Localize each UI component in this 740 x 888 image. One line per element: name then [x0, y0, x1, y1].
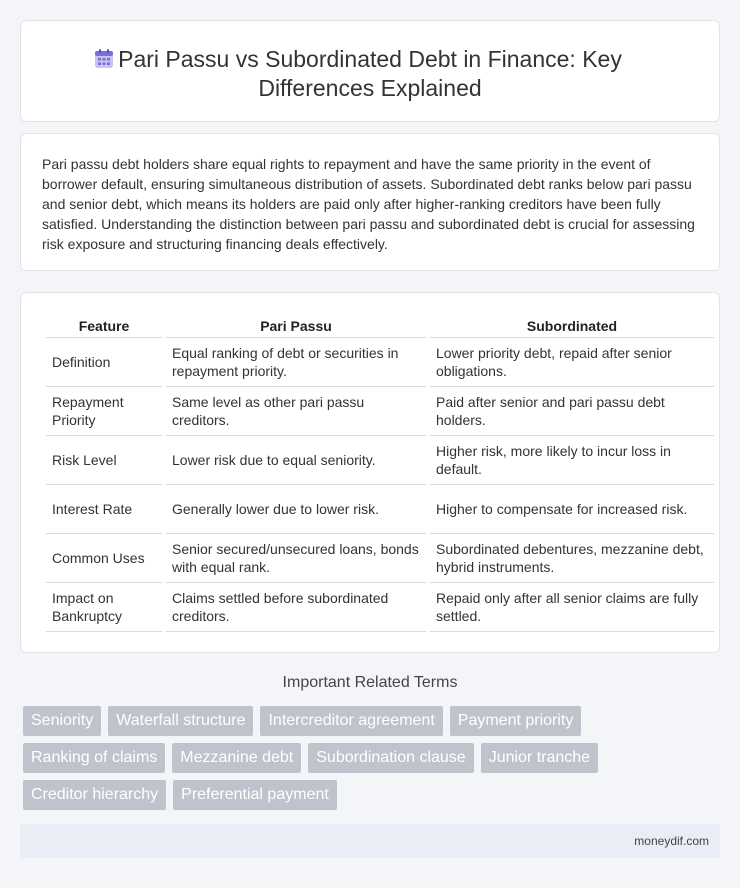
header-subordinated: Subordinated: [430, 315, 714, 338]
comparison-table: [42, 315, 718, 632]
table-header-row: [46, 315, 714, 338]
related-tag[interactable]: Ranking of claims: [23, 743, 165, 773]
row-pari-passu: Equal ranking of debt or securities in repayment priority.: [166, 338, 426, 387]
row-pari-passu: Claims settled before subordinated creditors.: [166, 583, 426, 632]
row-feature: Impact on Bankruptcy: [46, 583, 162, 632]
related-tag[interactable]: Creditor hierarchy: [23, 780, 166, 810]
row-feature: Common Uses: [46, 534, 162, 583]
related-tag[interactable]: Subordination clause: [308, 743, 473, 773]
comparison-table-card: [20, 292, 720, 653]
intro-card: [20, 133, 720, 271]
footer-site-link[interactable]: moneydif.com: [634, 834, 709, 848]
related-terms-title: Important Related Terms: [282, 674, 458, 691]
row-subordinated: Repaid only after all senior claims are fully settled.: [430, 583, 714, 632]
row-pari-passu: Senior secured/unsecured loans, bonds with equal rank.: [166, 534, 426, 583]
related-terms-list: [23, 706, 613, 810]
row-subordinated: Higher risk, more likely to incur loss in default.: [430, 436, 714, 485]
related-tag[interactable]: Mezzanine debt: [172, 743, 301, 773]
row-pari-passu: Lower risk due to equal seniority.: [166, 436, 426, 485]
footer: [20, 824, 720, 858]
row-feature: Risk Level: [46, 436, 162, 485]
related-tag[interactable]: Seniority: [23, 706, 101, 736]
table-row: [46, 534, 714, 583]
table-row: [46, 485, 714, 534]
row-pari-passu: Same level as other pari passu creditors.: [166, 387, 426, 436]
row-feature: Interest Rate: [46, 485, 162, 534]
related-tag[interactable]: Preferential payment: [173, 780, 337, 810]
row-subordinated: Lower priority debt, repaid after senior obligations.: [430, 338, 714, 387]
row-subordinated: Higher to compensate for increased risk.: [430, 485, 714, 534]
row-subordinated: Subordinated debentures, mezzanine debt, hybrid instruments.: [430, 534, 714, 583]
intro-paragraph: Pari passu debt holders share equal rights to repayment and have the same priority in the event of borrower default, ensuring simultaneous distribution of assets. Subordinated debt ranks below pari passu and senior debt, which means its holders are paid only after higher-ranking creditors have been fully satisfied. Understanding the distinction between pari passu and subordinated debt is crucial for assessing risk exposure and structuring financing deals effectively.: [42, 156, 695, 252]
related-tag[interactable]: Waterfall structure: [108, 706, 253, 736]
title-card: [20, 20, 720, 122]
header-pari-passu: Pari Passu: [166, 315, 426, 338]
table-row: [46, 387, 714, 436]
row-subordinated: Paid after senior and pari passu debt holders.: [430, 387, 714, 436]
header-feature: Feature: [46, 315, 162, 338]
table-row: [46, 436, 714, 485]
related-tag[interactable]: Junior tranche: [481, 743, 598, 773]
table-row: [46, 583, 714, 632]
table-row: [46, 338, 714, 387]
page-title: Pari Passu vs Subordinated Debt in Finance: Key Differences Explained: [118, 46, 622, 101]
related-tag[interactable]: Intercreditor agreement: [260, 706, 442, 736]
row-feature: Repayment Priority: [46, 387, 162, 436]
related-tag[interactable]: Payment priority: [450, 706, 582, 736]
row-feature: Definition: [46, 338, 162, 387]
row-pari-passu: Generally lower due to lower risk.: [166, 485, 426, 534]
